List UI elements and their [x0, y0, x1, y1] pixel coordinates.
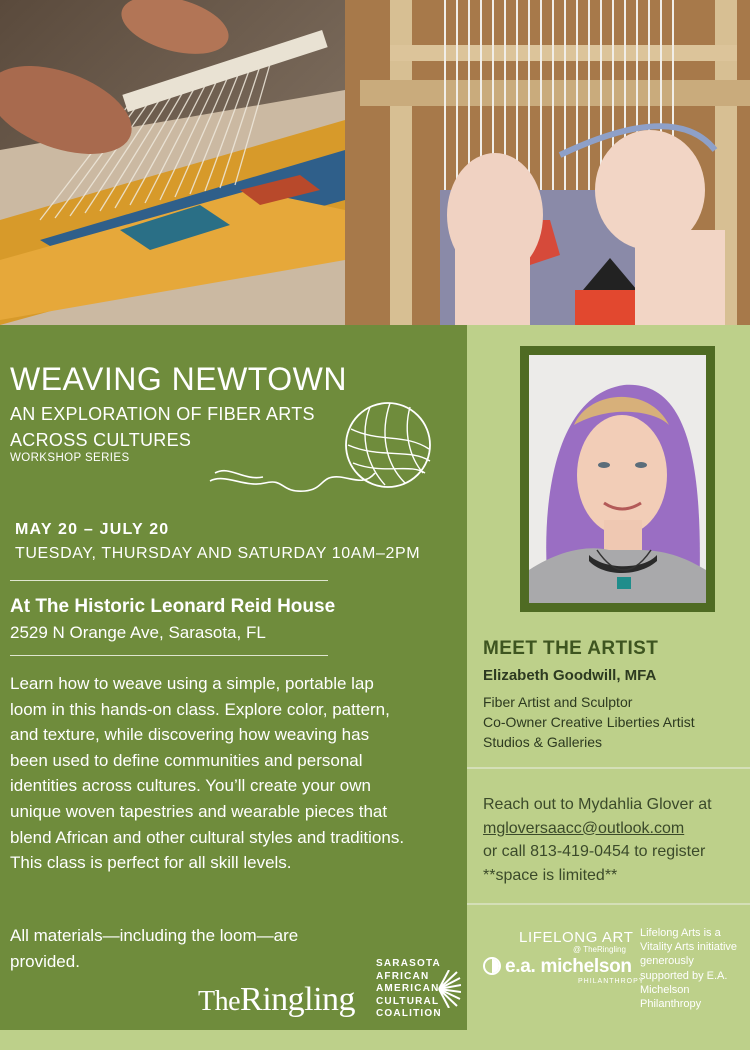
divider [467, 903, 750, 905]
the-ringling-logo [198, 981, 355, 1019]
artist-portrait-frame [520, 346, 715, 612]
lifelong-art-subtitle: @ TheRingling [573, 945, 626, 954]
ringling-logo-name: Ringling [240, 981, 356, 1018]
ringling-logo-the: The [198, 986, 241, 1017]
event-dates: MAY 20 – JULY 20 [15, 521, 170, 538]
saacc-line: SARASOTA [376, 958, 441, 969]
saacc-line: AMERICAN [376, 983, 440, 994]
event-schedule: TUESDAY, THURSDAY AND SATURDAY 10AM–2PM [15, 545, 421, 562]
photo-lap-loom-weaving [345, 0, 750, 325]
contact-info [483, 793, 712, 887]
lifelong-art-logo: LIFELONG ART [519, 929, 634, 946]
materials-note: All materials—including the loom—are provided. [10, 926, 299, 971]
saacc-line: COALITION [376, 1008, 442, 1019]
artist-portrait [529, 355, 706, 603]
saacc-line: CULTURAL [376, 995, 440, 1007]
workshop-series-label: WORKSHOP SERIES [10, 452, 130, 464]
meet-the-artist-heading: MEET THE ARTIST [483, 638, 659, 659]
event-address: 2529 N Orange Ave, Sarasota, FL [10, 623, 266, 642]
event-description: Learn how to weave using a simple, portable lap loom in this hands-on class. Explore color, pattern, and texture, while discovering how weaving has been used to define communities and personal identities across cultures. You’ll create your own unique woven tapestries and wearable pieces that blend African and other cultural styles and traditions. This class is perfect for all skill levels. [10, 674, 405, 873]
saacc-line: AFRICAN [376, 970, 430, 982]
divider [10, 655, 328, 656]
event-title: WEAVING NEWTOWN [10, 361, 347, 397]
event-subtitle: AN EXPLORATION OF FIBER ARTS ACROSS CULTURES [10, 404, 315, 450]
yarn-ball-icon [205, 393, 440, 503]
saacc-logo [376, 958, 442, 1021]
event-venue: At The Historic Leonard Reid House [10, 596, 336, 617]
ea-michelson-subtitle: PHILANTHROPY [578, 978, 645, 985]
contact-email-link[interactable]: mgloversaacc@outlook.com [483, 819, 685, 837]
sunburst-icon [435, 970, 461, 1008]
artist-studio: Co-Owner Creative Liberties Artist Studios & Galleries [483, 714, 695, 750]
contact-line: Reach out to Mydahlia Glover at [483, 796, 712, 813]
divider [467, 767, 750, 769]
eam-logo-icon [483, 957, 501, 975]
artist-title: Fiber Artist and Sculptor [483, 694, 633, 710]
event-details-panel [0, 325, 467, 1030]
ea-michelson-logo: e.a. michelson [505, 956, 632, 977]
divider [10, 580, 328, 581]
space-limited-note: **space is limited** [483, 866, 618, 884]
photo-weaving-loom-hands [0, 0, 345, 325]
artist-name: Elizabeth Goodwill, MFA [483, 667, 657, 684]
sponsor-note: Lifelong Arts is a Vitality Arts initiative generously supported by E.A. Michelson Philanthropy [640, 927, 738, 1011]
contact-phone-line: or call 813-419-0454 to register [483, 843, 706, 860]
